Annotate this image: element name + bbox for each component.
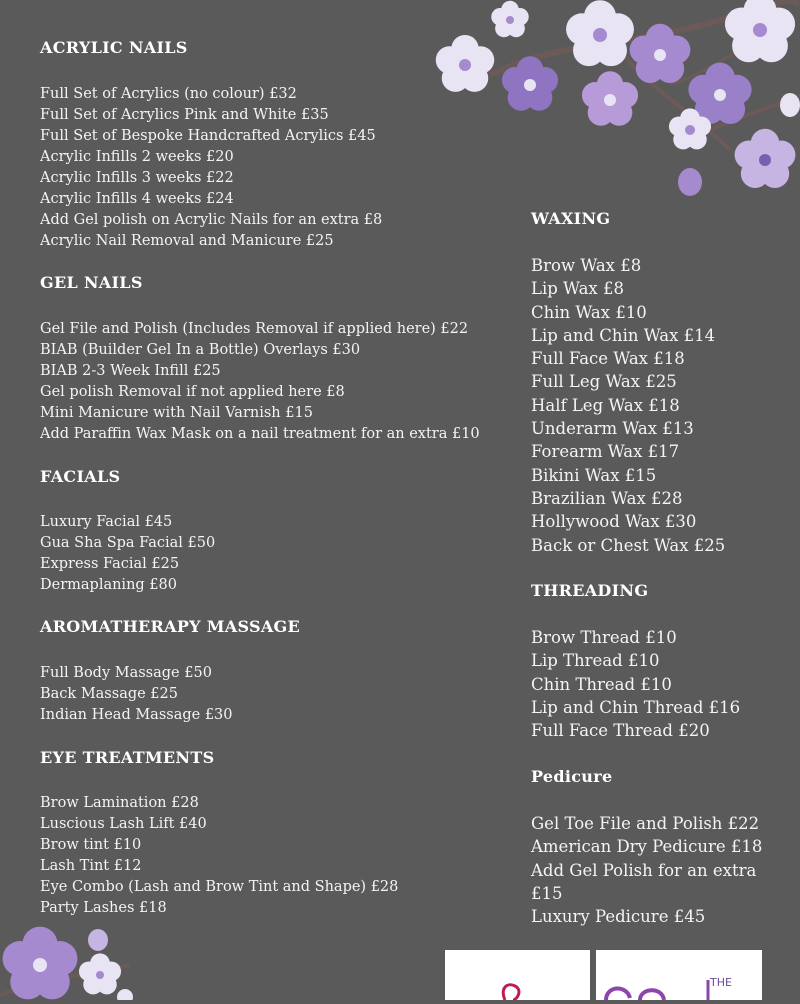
- eye-treatments-heading: EYE TREATMENTS: [40, 748, 215, 767]
- list-item: Gel File and Polish (Includes Removal if applied here) £22: [40, 321, 469, 337]
- list-item: Full Body Massage £50: [40, 665, 212, 681]
- facials-heading: FACIALS: [40, 467, 121, 486]
- logo-lettering-icon: [596, 950, 762, 1000]
- list-item: Full Set of Acrylics Pink and White £35: [40, 107, 329, 123]
- list-item: Brow Thread £10: [531, 628, 677, 647]
- waxing-heading: WAXING: [531, 209, 611, 228]
- list-item: Gua Sha Spa Facial £50: [40, 535, 216, 551]
- list-item: Acrylic Infills 2 weeks £20: [40, 149, 234, 165]
- acrylic-nails-heading: ACRYLIC NAILS: [40, 38, 188, 57]
- list-item: Lip and Chin Wax £14: [531, 325, 716, 345]
- list-item: Bikini Wax £15: [531, 465, 657, 485]
- list-item: Add Gel polish on Acrylic Nails for an extra £8: [40, 212, 383, 228]
- aromatherapy-massage-heading: AROMATHERAPY MASSAGE: [40, 617, 301, 636]
- list-item: Full Leg Wax £25: [531, 372, 677, 392]
- pedicure-heading: Pedicure: [531, 767, 613, 786]
- list-item: BIAB 2-3 Week Infill £25: [40, 363, 221, 379]
- list-item: Back Massage £25: [40, 686, 178, 702]
- list-item: Luxury Facial £45: [40, 514, 173, 530]
- list-item: Lip Thread £10: [531, 651, 660, 671]
- list-item: Chin Wax £10: [531, 302, 647, 322]
- list-item: Add Gel Polish for an extra £15: [531, 860, 757, 903]
- list-item: Party Lashes £18: [40, 900, 167, 916]
- cherry-blossom-top-right-icon: [420, 0, 800, 215]
- massage-list: [40, 663, 233, 726]
- list-item: Luscious Lash Lift £40: [40, 816, 207, 832]
- list-item: Half Leg Wax £18: [531, 395, 680, 415]
- list-item: BIAB (Builder Gel In a Bottle) Overlays £30: [40, 342, 361, 358]
- list-item: Luxury Pedicure £45: [531, 907, 706, 927]
- list-item: Full Face Thread £20: [531, 721, 710, 741]
- list-item: Indian Head Massage £30: [40, 707, 233, 723]
- list-item: Brow Lamination £28: [40, 795, 199, 811]
- gel-nails-heading: GEL NAILS: [40, 273, 143, 292]
- list-item: Acrylic Nail Removal and Manicure £25: [40, 233, 334, 249]
- list-item: Back or Chest Wax £25: [531, 535, 726, 555]
- list-item: Add Paraffin Wax Mask on a nail treatment for an extra £10: [40, 426, 480, 442]
- list-item: Full Set of Bespoke Handcrafted Acrylics £45: [40, 128, 376, 144]
- list-item: Lip Wax £8: [531, 279, 624, 299]
- list-item: Lip and Chin Thread £16: [531, 697, 741, 717]
- pedicure-list: [531, 812, 793, 928]
- logo-mark-icon: [445, 950, 590, 1000]
- list-item: Forearm Wax £17: [531, 442, 680, 462]
- list-item: Acrylic Infills 4 weeks £24: [40, 191, 234, 207]
- logo-text: THE: [710, 976, 732, 989]
- list-item: Underarm Wax £13: [531, 419, 694, 439]
- list-item: Hollywood Wax £30: [531, 512, 697, 532]
- list-item: Acrylic Infills 3 weeks £22: [40, 170, 234, 186]
- threading-list: [531, 626, 740, 742]
- logo-box-right: [596, 950, 762, 1000]
- list-item: Gel polish Removal if not applied here £8: [40, 384, 345, 400]
- acrylic-nails-list: [40, 84, 382, 252]
- list-item: Mini Manicure with Nail Varnish £15: [40, 405, 313, 421]
- list-item: Lash Tint £12: [40, 858, 142, 874]
- list-item: Gel Toe File and Polish £22: [531, 814, 760, 833]
- list-item: Full Set of Acrylics (no colour) £32: [40, 86, 297, 102]
- threading-heading: THREADING: [531, 581, 649, 600]
- list-item: Eye Combo (Lash and Brow Tint and Shape) £28: [40, 879, 399, 895]
- list-item: Brow Wax £8: [531, 256, 642, 275]
- list-item: American Dry Pedicure £18: [531, 837, 763, 857]
- list-item: Chin Thread £10: [531, 674, 672, 694]
- cherry-blossom-bottom-left-icon: [0, 925, 170, 1000]
- list-item: Dermaplaning £80: [40, 577, 177, 593]
- list-item: Full Face Wax £18: [531, 349, 685, 369]
- facials-list: [40, 512, 215, 596]
- list-item: Brow tint £10: [40, 837, 142, 853]
- logo-box-left: [445, 950, 590, 1000]
- eye-treatments-list: [40, 793, 398, 919]
- gel-nails-list: [40, 319, 480, 445]
- waxing-list: [531, 254, 725, 557]
- list-item: Brazilian Wax £28: [531, 488, 683, 508]
- list-item: Express Facial £25: [40, 556, 180, 572]
